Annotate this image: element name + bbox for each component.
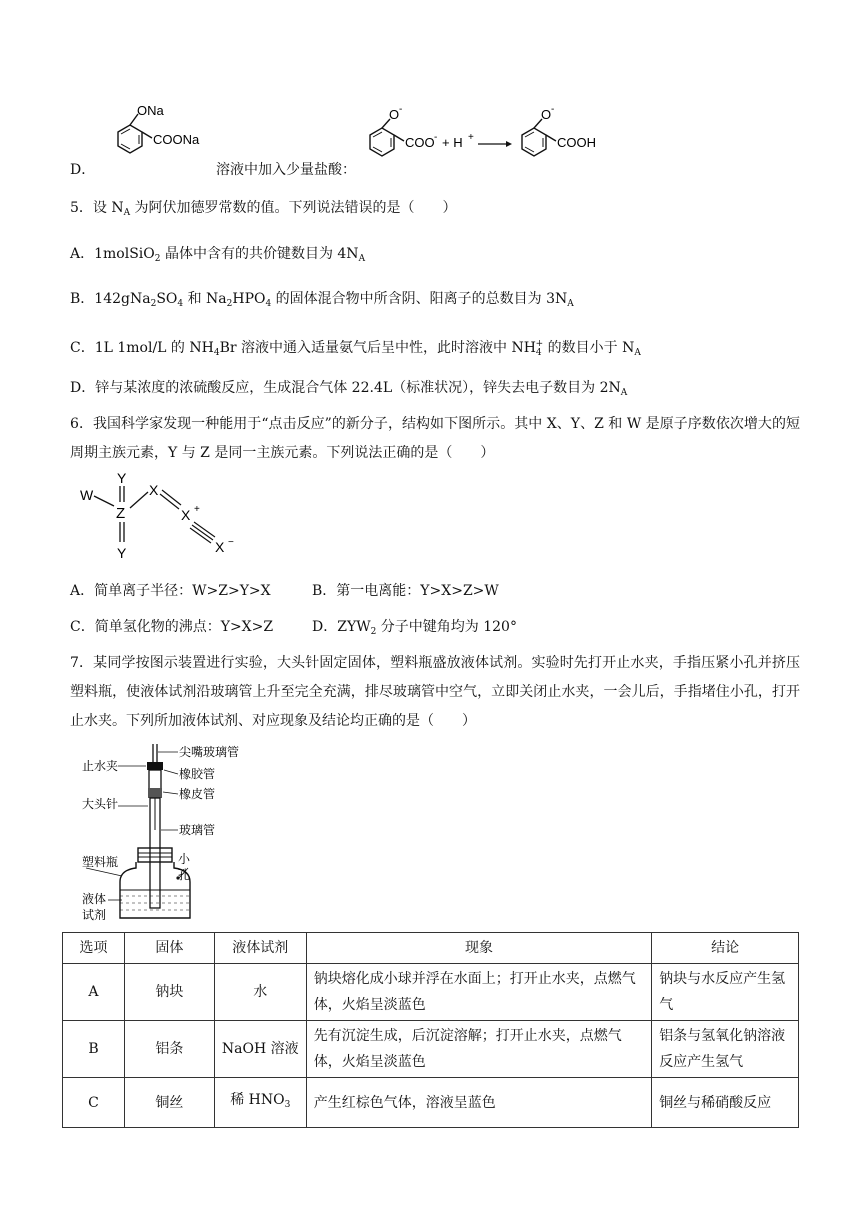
svg-text:O: O <box>389 107 400 122</box>
cell-liquid: 稀 $HNO_3$ <box>214 1078 306 1128</box>
svg-text:COO: COO <box>405 135 435 150</box>
q6-option-d: D．$ZYW_2$ 分子中键角均为 120° <box>312 619 517 637</box>
cell-phenomenon: 先有沉淀生成，后沉淀溶解；打开止水夹，点燃气体，火焰呈淡蓝色 <box>306 1021 651 1078</box>
q5-option-a: A．1molSiO$_2$ 晶体中含有的共价键数目为 $4N_A$ <box>70 246 366 264</box>
svg-text:+: + <box>468 132 474 143</box>
svg-text:小: 小 <box>178 852 191 866</box>
svg-text:+ H: + H <box>442 135 463 150</box>
svg-text:玻璃管: 玻璃管 <box>179 823 216 837</box>
svg-text:-: - <box>551 105 555 115</box>
table-row <box>63 1078 799 1128</box>
cell-option: C <box>63 1078 125 1128</box>
table-row <box>63 964 799 1021</box>
svg-text:试剂: 试剂 <box>82 908 107 922</box>
q6-stem: 6．我国科学家发现一种能用于“点击反应”的新分子，结构如下图所示。其中 X、Y、Z 和 W 是原子序数依次增大的短周期主族元素，Y 与 Z 是同一主族元素。下列说法正确的是（ ） <box>70 416 800 461</box>
cell-solid: 钠块 <box>124 964 214 1021</box>
svg-text:止水夹: 止水夹 <box>82 759 119 773</box>
q5-stem: 5．设 $N_A$ 为阿伏加德罗常数的值。下列说法错误的是（ ） <box>70 200 457 218</box>
svg-text:大头针: 大头针 <box>82 797 119 811</box>
svg-text:COOH: COOH <box>557 135 596 150</box>
q5-option-d: D．锌与某浓度的浓硫酸反应，生成混合气体 22.4L（标准状况），锌失去电子数目为 $2N_A$ <box>70 380 628 398</box>
cell-option: A <box>63 964 125 1021</box>
q4-option-d-text: 溶液中加入少量盐酸： <box>216 162 356 178</box>
header-solid: 固体 <box>124 933 214 964</box>
q7-stem: 7．某同学按图示装置进行实验，大头针固定固体，塑料瓶盛放液体试剂。实验时先打开止水夹，手指压紧小孔并挤压塑料瓶，使液体试剂沿玻璃管上升至完全充满，排尽玻璃管中空气，立即关闭止水夹，一会儿后，手指堵住小孔，打开止水夹。下列所加液体试剂、对应现象及结论均正确的是（ ） <box>70 655 800 729</box>
header-liquid: 液体试剂 <box>214 933 306 964</box>
cell-phenomenon: 产生红棕色气体，溶液呈蓝色 <box>306 1078 651 1128</box>
header-phenomenon: 现象 <box>306 933 651 964</box>
coona-label: COONa <box>153 132 200 147</box>
svg-text:孔: 孔 <box>178 868 191 882</box>
cell-solid: 铜丝 <box>124 1078 214 1128</box>
svg-text:X: X <box>181 507 191 523</box>
cell-conclusion: 钠块与水反应产生氢气 <box>652 964 799 1021</box>
header-option: 选项 <box>63 933 125 964</box>
header-conclusion: 结论 <box>652 933 799 964</box>
svg-text:X: X <box>215 539 225 555</box>
ona-label: ONa <box>137 103 164 118</box>
q4-option-d-label: D． <box>70 162 96 178</box>
q6-option-c: C．简单氢化物的沸点：Y>X>Z <box>70 619 274 635</box>
svg-text:橡皮管: 橡皮管 <box>179 787 216 801</box>
table-row <box>63 1021 799 1078</box>
cell-conclusion: 铝条与氢氧化钠溶液反应产生氢气 <box>652 1021 799 1078</box>
svg-text:−: − <box>228 537 234 548</box>
apparatus-figure <box>78 740 258 922</box>
svg-text:橡胶管: 橡胶管 <box>179 767 216 781</box>
svg-text:-: - <box>399 105 403 115</box>
sodium-salicylate-structure <box>98 100 228 172</box>
svg-text:尖嘴玻璃管: 尖嘴玻璃管 <box>179 745 240 759</box>
cell-phenomenon: 钠块熔化成小球并浮在水面上；打开止水夹，点燃气体，火焰呈淡蓝色 <box>306 964 651 1021</box>
svg-text:-: - <box>434 132 438 143</box>
q6-option-b: B．第一电离能：Y>X>Z>W <box>312 583 499 599</box>
svg-text:塑料瓶: 塑料瓶 <box>82 855 119 869</box>
cell-conclusion: 铜丝与稀硝酸反应 <box>652 1078 799 1128</box>
svg-text:O: O <box>541 107 552 122</box>
cell-solid: 铝条 <box>124 1021 214 1078</box>
q7-options-table <box>62 932 799 1128</box>
q6-option-a: A．简单离子半径：W>Z>Y>X <box>70 583 271 599</box>
svg-text:Z: Z <box>116 505 126 522</box>
svg-text:X: X <box>149 482 159 498</box>
cell-liquid: NaOH 溶液 <box>214 1021 306 1078</box>
molecule-structure-figure <box>78 470 248 570</box>
cell-liquid: 水 <box>214 964 306 1021</box>
reaction-equation-figure <box>362 105 622 169</box>
svg-text:W: W <box>80 487 94 503</box>
svg-text:Y: Y <box>117 545 127 561</box>
svg-text:Y: Y <box>117 470 127 486</box>
svg-text:液体: 液体 <box>82 892 107 906</box>
q5-option-b: B．$142gNa_2SO_4$ 和 $Na_2HPO_4$ 的固体混合物中所含阴、阳离子的总数目为 $3N_A$ <box>70 291 574 309</box>
table-header-row <box>63 933 799 964</box>
cell-option: B <box>63 1021 125 1078</box>
q5-option-c: C．1L 1mol/L 的 $NH_4Br$ 溶液中通入适量氨气后呈中性，此时溶液中 $NH_4^+$ 的数目小于 $N_A$ <box>70 339 641 358</box>
svg-text:+: + <box>194 504 200 515</box>
